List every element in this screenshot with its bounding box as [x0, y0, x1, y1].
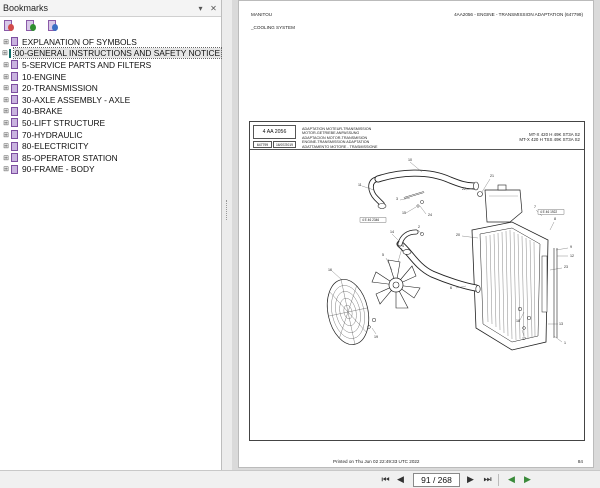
- first-page-icon[interactable]: ⏮: [381, 474, 390, 484]
- bookmarks-toolbar: [0, 17, 221, 35]
- bookmarks-panel-header: [0, 0, 221, 17]
- expand-toggle-icon[interactable]: ⊞: [3, 154, 9, 162]
- expand-toggle-icon[interactable]: ⊞: [3, 108, 9, 116]
- part-callout: 9: [570, 245, 572, 249]
- bookmark-options-icon[interactable]: [3, 20, 15, 32]
- expand-bookmark-icon[interactable]: [47, 20, 59, 32]
- bookmark-icon: [11, 118, 18, 127]
- bookmark-item[interactable]: [0, 106, 221, 118]
- bookmark-icon: [11, 153, 18, 162]
- print-timestamp: Printed on Thu Jun 02 22:49:33 UTC 2022: [333, 459, 420, 464]
- bookmark-item[interactable]: [0, 59, 221, 71]
- bookmark-label: 5-SERVICE PARTS AND FILTERS: [22, 59, 152, 70]
- part-callout: 14: [390, 230, 394, 234]
- page-brand: MANITOU: [251, 12, 273, 17]
- bookmark-item[interactable]: [0, 164, 221, 176]
- part-callout: 12: [570, 254, 574, 258]
- bookmark-item[interactable]: [0, 94, 221, 106]
- part-callout: 21: [490, 174, 494, 178]
- bookmark-icon: [11, 142, 18, 151]
- part-callout: 16: [328, 268, 332, 272]
- part-callout: 24: [428, 213, 432, 217]
- part-callout: 22: [462, 187, 466, 191]
- part-callout: 19: [374, 335, 378, 339]
- forward-icon[interactable]: ▶: [524, 474, 531, 484]
- part-callout: 4: [402, 244, 404, 248]
- drawing-date: 16/07/2019: [273, 141, 296, 148]
- bookmark-item[interactable]: [0, 48, 221, 60]
- description-line: ADAPTACION MOTOR-TRANSMISION: [302, 135, 368, 140]
- bookmark-icon: [11, 84, 18, 93]
- expand-toggle-icon[interactable]: ⊞: [2, 50, 8, 58]
- bookmark-label: 20-TRANSMISSION: [22, 83, 98, 94]
- page-section-title: _COOLING SYSTEM: [251, 25, 295, 30]
- bookmark-tree: [0, 35, 221, 175]
- part-callout: 3: [396, 197, 398, 201]
- drawing-code: 647799: [253, 141, 272, 148]
- bookmark-label: 10-ENGINE: [22, 71, 67, 82]
- drawing-ref: 4 AA 2056: [253, 125, 296, 139]
- page-header-title: 4AA2056 - ENGINE - TRANSMISSION ADAPTATION (647799): [454, 12, 583, 17]
- part-callout: 17: [522, 337, 526, 341]
- description-line: ADATTAMENTO MOTORE - TRASMISSIONE: [302, 144, 378, 149]
- bookmark-icon: [9, 49, 11, 58]
- bookmark-label: 85-OPERATOR STATION: [22, 152, 118, 163]
- drawing-models: [519, 132, 580, 142]
- part-callout: 7: [534, 205, 536, 209]
- expand-toggle-icon[interactable]: ⊞: [3, 96, 9, 104]
- bookmark-icon: [11, 72, 18, 81]
- bookmark-icon: [11, 165, 18, 174]
- part-callout: 1: [564, 341, 566, 345]
- description-line: MOTOR-GETRIEBE ANPASSUNG: [302, 131, 360, 136]
- toolbar-separator: [498, 474, 499, 486]
- bookmark-icon: [11, 130, 18, 139]
- bookmarks-panel: [0, 0, 222, 470]
- page-number-footer: 84: [577, 459, 583, 464]
- part-callout: 2: [418, 225, 420, 229]
- bookmark-icon: [11, 107, 18, 116]
- splitter-grip[interactable]: [226, 200, 228, 220]
- part-callout: 18: [516, 319, 520, 323]
- navigation-toolbar: [0, 470, 600, 488]
- expand-toggle-icon[interactable]: ⊞: [3, 119, 9, 127]
- expand-toggle-icon[interactable]: ⊞: [3, 38, 9, 46]
- panel-splitter[interactable]: [222, 0, 232, 470]
- bookmark-label: 50-LIFT STRUCTURE: [22, 117, 106, 128]
- expand-toggle-icon[interactable]: ⊞: [3, 73, 9, 81]
- bookmark-label: 40-BRAKE: [22, 106, 63, 117]
- expand-toggle-icon[interactable]: ⊞: [3, 131, 9, 139]
- expand-toggle-icon[interactable]: ⊞: [3, 61, 9, 69]
- bookmark-item[interactable]: [0, 140, 221, 152]
- panel-options-icon[interactable]: ▾: [198, 3, 203, 13]
- description-line: ADAPTATION MOTEUR-TRANSMISSION: [302, 127, 372, 131]
- page-number-input[interactable]: [413, 473, 460, 487]
- bookmark-item[interactable]: [0, 152, 221, 164]
- bookmark-item[interactable]: [0, 71, 221, 83]
- bookmark-label: 00-GENERAL INSTRUCTIONS AND SAFETY NOTICE: [14, 48, 221, 59]
- bookmark-item[interactable]: [0, 36, 221, 48]
- bookmark-label: 90-FRAME - BODY: [22, 164, 95, 175]
- prev-page-icon[interactable]: ◀: [397, 474, 404, 484]
- bookmark-item[interactable]: [0, 117, 221, 129]
- expand-toggle-icon[interactable]: ⊞: [3, 143, 9, 151]
- reference-label: 4 E 46 2346: [362, 218, 380, 222]
- bookmark-item[interactable]: [0, 82, 221, 94]
- bookmark-label: EXPLANATION OF SYMBOLS: [22, 36, 137, 47]
- next-page-icon[interactable]: ▶: [467, 474, 474, 484]
- title-block: [250, 122, 584, 150]
- part-callout: 6: [450, 286, 452, 290]
- new-bookmark-icon[interactable]: [25, 20, 37, 32]
- bookmark-icon: [11, 60, 18, 69]
- drawing-descriptions: [302, 127, 377, 149]
- reference-label: 4 E 46 1922: [540, 210, 558, 214]
- expand-toggle-icon[interactable]: ⊞: [3, 166, 9, 174]
- part-callout: 5: [382, 253, 384, 257]
- part-callout: 15: [402, 211, 406, 215]
- part-callout: 23: [564, 265, 568, 269]
- description-line: ENGINE-TRANSMISSION ADAPTATION: [302, 140, 370, 145]
- pdf-page: [238, 0, 594, 468]
- part-callout: 11: [358, 183, 362, 187]
- back-icon[interactable]: ◀: [508, 474, 515, 484]
- model-line: MT-X 420 H 49K ST3A S2: [528, 132, 580, 137]
- part-callout: 8: [554, 217, 556, 221]
- part-callout: 13: [559, 322, 563, 326]
- parts-drawing-frame: [249, 121, 585, 441]
- bookmark-label: 80-ELECTRICITY: [22, 141, 89, 152]
- expand-toggle-icon[interactable]: ⊞: [3, 85, 9, 93]
- last-page-icon[interactable]: ⏭: [483, 474, 492, 484]
- bookmark-label: 70-HYDRAULIC: [22, 129, 83, 140]
- cooling-system-diagram: [250, 152, 584, 440]
- model-line: MT-X 420 H TSS 49K ST3A S2: [519, 137, 580, 143]
- close-panel-icon[interactable]: ✕: [210, 3, 217, 13]
- document-viewer[interactable]: [232, 0, 600, 470]
- bookmark-label: 30-AXLE ASSEMBLY - AXLE: [22, 94, 131, 105]
- part-callout: 20: [456, 233, 460, 237]
- bookmark-icon: [11, 37, 18, 46]
- bookmark-icon: [11, 95, 18, 104]
- bookmark-item[interactable]: [0, 129, 221, 141]
- part-callout: 10: [408, 158, 412, 162]
- bookmarks-panel-title: Bookmarks: [3, 3, 49, 13]
